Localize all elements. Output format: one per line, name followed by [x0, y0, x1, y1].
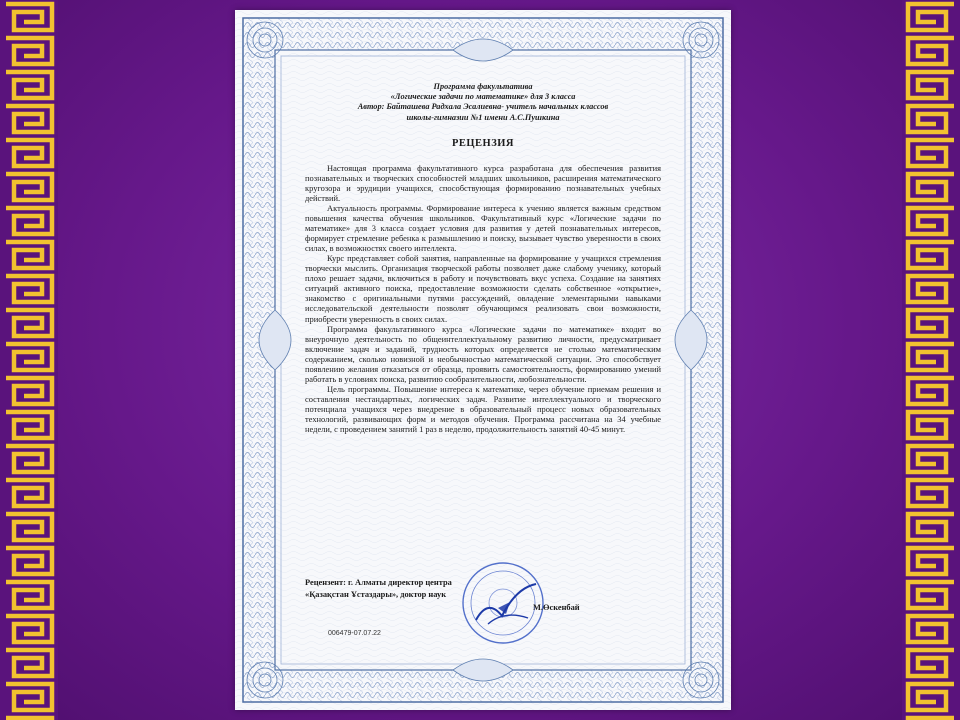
meander-border-right: [902, 0, 960, 720]
paragraph: Цель программы. Повышение интереса к математике, через обучение приемам решения и составления нестандартных, логических задач. Развитие интеллектуального и творческого потенциала учащихся через внедрение в образовательный процесс новых образовательных технологий, развивающих форм и методов обучения. Программа рассчитана на 34 учебные недели, с проведением занятий 1 раз в неделю, продолжительность занятий 40-45 минут.: [305, 383, 661, 435]
review-certificate: [235, 10, 731, 710]
document-number: 006479-07.07.22: [328, 630, 381, 637]
reviewer-line: Рецензент: г. Алматы директор центра: [305, 578, 452, 587]
header-line: «Логические задачи по математике» для 3 класса: [390, 92, 576, 102]
paragraph: Программа факультативного курса «Логические задачи по математике» входит во внеурочную деятельность по общеинтеллектуальному развитию личности, предусматривает включение задач и заданий, трудность которых определяется не столько математическим содержанием, сколько новизной и необычностью математической ситуации. Это способствует появлению желания отказаться от образца, проявить самостоятельность, формированию умений работать в условиях поиска, развитию сообразительности, любознательности.: [305, 323, 661, 384]
meander-border-left: [0, 0, 58, 720]
reviewer-line: «Қазақстан Ұстаздары», доктор наук: [305, 589, 447, 599]
header-line: Программа факультатива: [433, 82, 533, 91]
document-title: РЕЦЕНЗИЯ: [451, 137, 515, 149]
paragraph: Настоящая программа факультативного курса разработана для обеспечения развития познавательных и творческих способностей младших школьников, расширения математического кругозора и эрудиции учащихся, способствующая формированию познавательных учебных действий.: [305, 162, 661, 203]
header-line: школы-гимназии №1 имени А.С.Пушкина: [406, 112, 560, 122]
document-body: [305, 82, 661, 434]
paragraph: Актуальность программы. Формирование интереса к учению является важным средством повышения качества обучения школьников. Факультативный курс «Логические задачи по математике» для 3 класса создает условия для развития у детей познавательных интересов, формирует стремление ребенка к размышлению и поиску, вызывает чувство уверенности в своих силах, в возможностях своего интеллекта.: [305, 203, 661, 254]
reviewer-name: М.Өскенбай: [533, 603, 580, 612]
meander-ornament-left: [0, 0, 58, 720]
meander-ornament-right: [902, 0, 960, 720]
paragraph: Курс представляет собой занятия, направленные на формирование у учащихся стремления творчески мыслить. Организация творческой работы позволяет даже слабому ученику, который плохо решает задачи, включиться в работу и почувствовать вкус успеха. Создание на занятиях ситуаций активного поиска, предоставление возможности сделать собственное «открытие», знакомство с оригинальными путями рассуждений, овладение элементарными навыками исследовательской деятельности позволят обучающимся реализовать свои возможности, приобрести уверенность в своих силах.: [305, 253, 661, 324]
header-line: Автор: Байташева Радхала Эсалиевна- учитель начальных классов: [357, 102, 609, 112]
